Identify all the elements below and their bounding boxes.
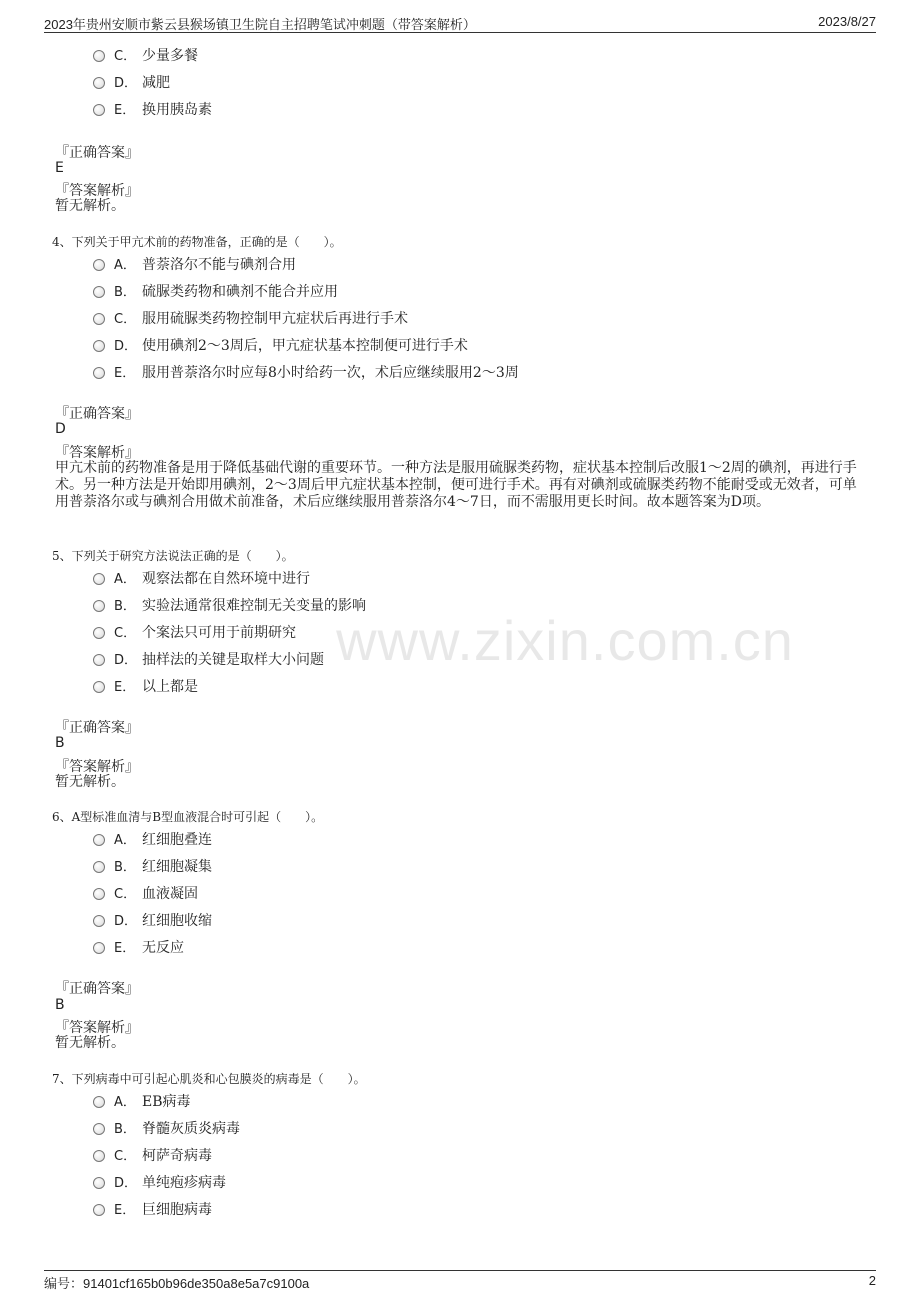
analysis-label: 『答案解析』 [55,759,139,775]
radio-icon[interactable] [93,313,105,325]
answer-label: 『正确答案』 [55,981,139,997]
question-stem: 4、下列关于甲亢术前的药物准备，正确的是（ ）。 [52,235,342,249]
analysis-text: 甲亢术前的药物准备是用于降低基础代谢的重要环节。一种方法是服用硫脲类药物，症状基本控制后改服1～2周的碘剂，再进行手术。另一种方法是开始即用碘剂，2～3周后甲亢症状基本控制，便可进行手术。再有对碘剂或硫脲类药物不能耐受或无效者，可单用普萘洛尔或与碘剂合用做术前准备，术后应继续服用普萘洛尔4～7日，而不需服用更长时间。故本题答案为D项。 [55,460,857,510]
page-footer [44,1270,876,1293]
answer-value: B [55,735,65,751]
radio-icon[interactable] [93,942,105,954]
analysis-label: 『答案解析』 [55,183,139,199]
radio-icon[interactable] [93,627,105,639]
radio-icon[interactable] [93,861,105,873]
answer-label: 『正确答案』 [55,406,139,422]
answer-label: 『正确答案』 [55,145,139,161]
radio-icon[interactable] [93,1204,105,1216]
analysis-label: 『答案解析』 [55,1020,139,1036]
question-stem: 7、下列病毒中可引起心肌炎和心包膜炎的病毒是（ ）。 [52,1072,366,1086]
question-stem: 5、下列关于研究方法说法正确的是（ ）。 [52,549,294,563]
radio-icon[interactable] [93,50,105,62]
radio-icon[interactable] [93,259,105,271]
radio-icon[interactable] [93,654,105,666]
document-title: 2023年贵州安顺市紫云县猴场镇卫生院自主招聘笔试冲刺题（带答案解析） [44,17,476,32]
document-code: 编号：91401cf165b0b96de350a8e5a7c9100a [44,1276,310,1291]
analysis-label: 『答案解析』 [55,445,139,461]
radio-icon[interactable] [93,77,105,89]
radio-icon[interactable] [93,1177,105,1189]
radio-icon[interactable] [93,600,105,612]
radio-icon[interactable] [93,1096,105,1108]
answer-value: B [55,997,65,1013]
radio-icon[interactable] [93,888,105,900]
radio-icon[interactable] [93,367,105,379]
answer-value: D [55,421,66,437]
radio-icon[interactable] [93,915,105,927]
radio-icon[interactable] [93,573,105,585]
answer-label: 『正确答案』 [55,720,139,736]
radio-icon[interactable] [93,340,105,352]
document-date: 2023/8/27 [818,14,876,29]
answer-value: E [55,160,64,176]
question-stem: 6、A型标准血清与B型血液混合时可引起（ ）。 [52,810,324,824]
analysis-text: 暂无解析。 [55,198,125,214]
radio-icon[interactable] [93,104,105,116]
radio-icon[interactable] [93,286,105,298]
watermark: www.zixin.com.cn [336,609,794,672]
radio-icon[interactable] [93,1123,105,1135]
radio-icon[interactable] [93,1150,105,1162]
radio-icon[interactable] [93,834,105,846]
page-number: 2 [868,1273,876,1288]
analysis-text: 暂无解析。 [55,1035,125,1051]
analysis-text: 暂无解析。 [55,774,125,790]
page-header [44,10,876,33]
radio-icon[interactable] [93,681,105,693]
